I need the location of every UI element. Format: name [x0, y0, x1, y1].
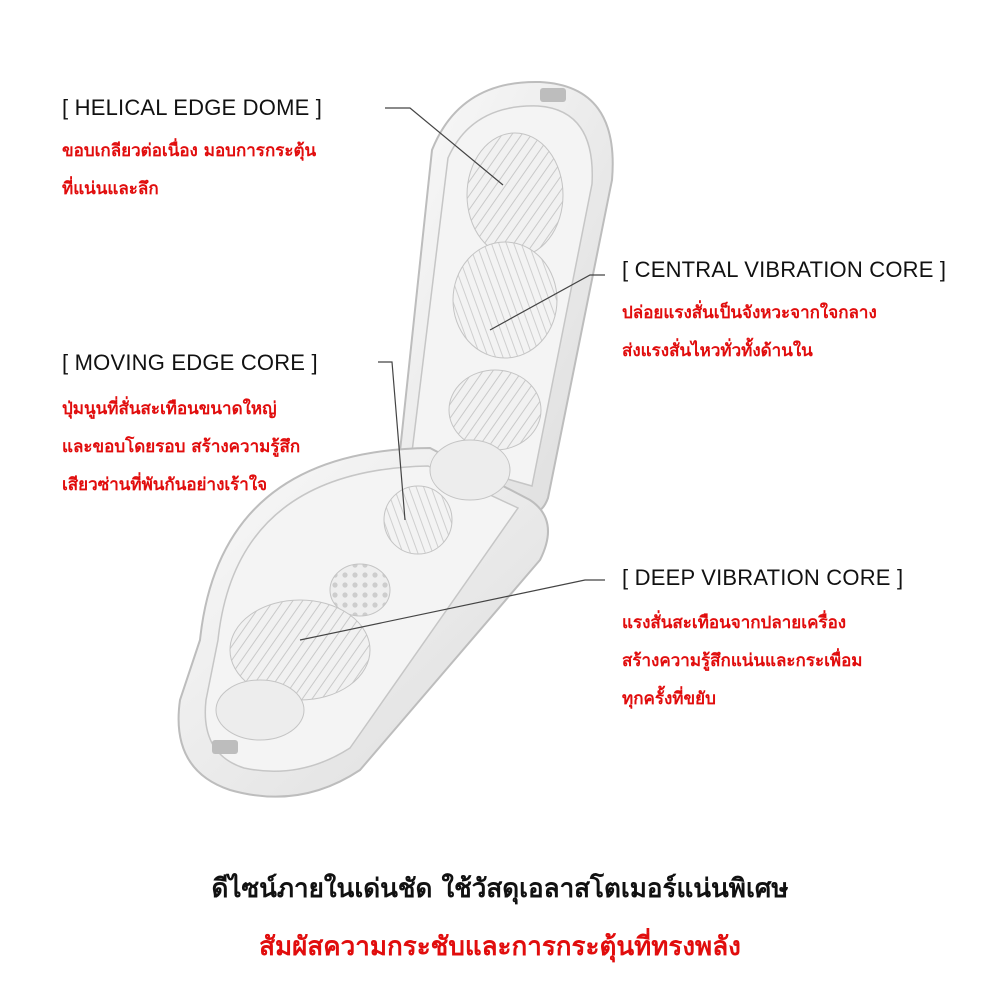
central-title: [ CENTRAL VIBRATION CORE ]: [622, 257, 947, 282]
upper-clip: [540, 88, 566, 102]
deep-description: [622, 604, 863, 718]
deep-line-2: สร้างความรู้สึกแน่นและกระเพื่อม: [622, 651, 863, 671]
moving-line-1: ปุ่มนูนที่สั่นสะเทือนขนาดใหญ่: [62, 399, 277, 419]
deep-title: [ DEEP VIBRATION CORE ]: [622, 565, 904, 590]
central-line-1: ปล่อยแรงสั่นเป็นจังหวะจากใจกลาง: [622, 303, 877, 323]
helical-line-2: ที่แน่นและลึก: [62, 179, 159, 199]
moving-title: [ MOVING EDGE CORE ]: [62, 350, 318, 375]
deep-line-1: แรงสั่นสะเทือนจากปลายเครื่อง: [622, 613, 847, 633]
footer-subheadline: สัมผัสความกระชับและการกระตุ้นที่ทรงพลัง: [259, 932, 741, 962]
central-line-2: ส่งแรงสั่นไหวทั่วทั้งด้านใน: [622, 341, 813, 361]
moving-description: [62, 390, 300, 504]
helical-description: [62, 132, 316, 208]
lower-clip: [212, 740, 238, 754]
helical-title: [ HELICAL EDGE DOME ]: [62, 95, 323, 120]
central-vibration-core: [453, 242, 557, 358]
moving-edge-core: [384, 486, 452, 554]
deep-line-3: ทุกครั้งที่ขยับ: [622, 689, 716, 709]
helical-edge-dome: [467, 133, 563, 257]
moving-line-3: เสียวซ่านที่พันกันอย่างเร้าใจ: [62, 475, 268, 495]
central-description: [622, 294, 877, 370]
footer-headline: ดีไซน์ภายในเด่นชัด ใช้วัสดุเอลาสโตเมอร์แน่นพิเศษ: [211, 874, 789, 904]
moving-line-2: และขอบโดยรอบ สร้างความรู้สึก: [62, 437, 301, 457]
helical-line-1: ขอบเกลียวต่อเนื่อง มอบการกระตุ้น: [62, 141, 317, 161]
